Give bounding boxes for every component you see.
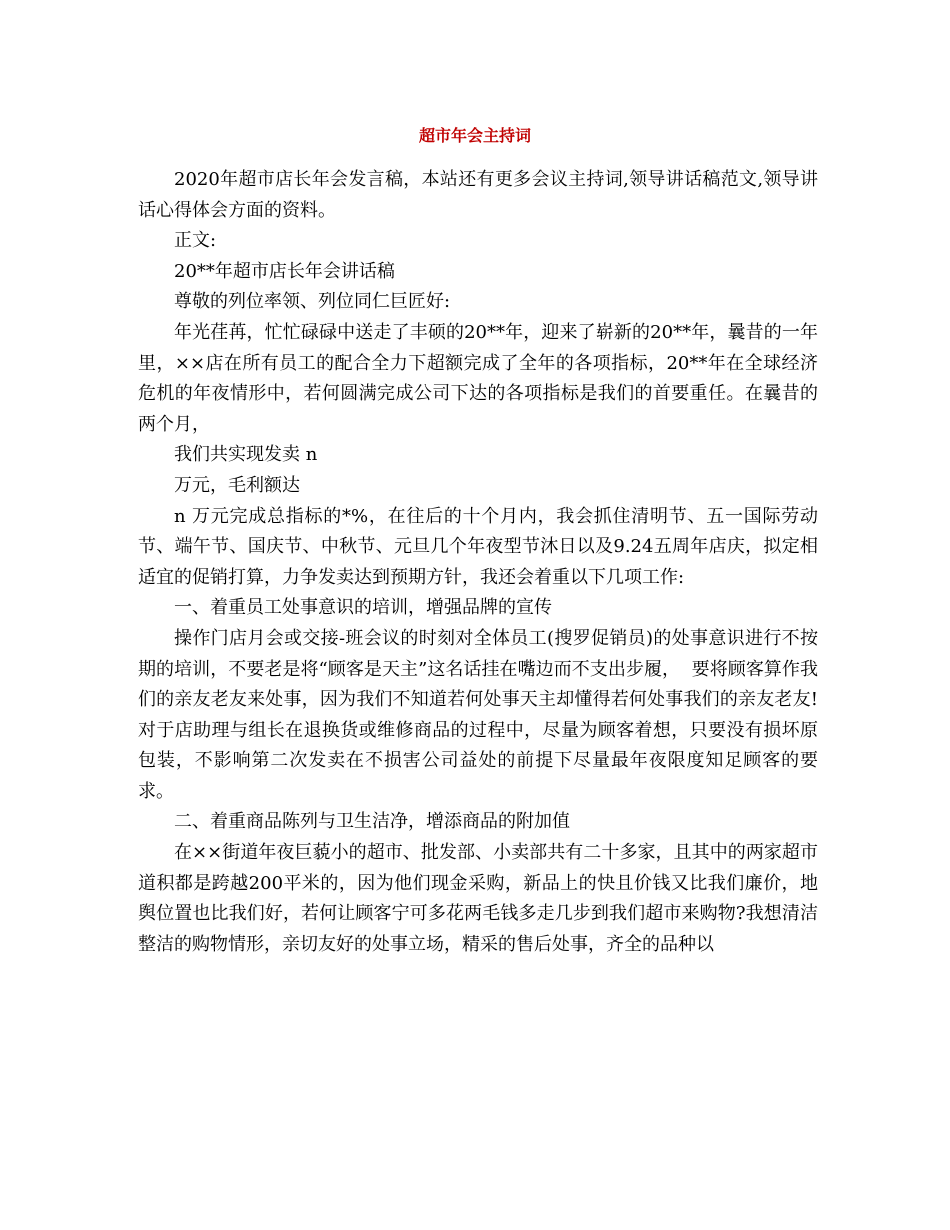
paragraph: 年光荏苒，忙忙碌碌中送走了丰硕的20**年，迎来了崭新的20**年，曩昔的一年里，××店在所有员工的配合全力下超额完成了全年的各项指标，20**年在全球经济危机的年夜情形中，若何圆满完成公司下达的各项指标是我们的首要重任。在曩昔的两个月， (138, 321, 818, 435)
paragraph: 操作门店月会或交接-班会议的时刻对全体员工(搜罗促销员)的处事意识进行不按期的培训，不要老是将“顾客是天主”这名话挂在嘴边而不支出步履， 要将顾客算作我们的亲友老友来处事，因为我们不知道若何处事天主却懂得若何处事我们的亲友老友!对于店助理与组长在退换货或维修商品的过程中，尽量为顾客着想，只要没有损坏原包装，不影响第二次发卖在不损害公司益处的前提下尽量最年夜限度知足顾客的要求。 (138, 627, 818, 802)
paragraph: 2020年超市店长年会发言稿，本站还有更多会议主持词,领导讲话稿范文,领导讲话心得体会方面的资料。 (138, 169, 818, 221)
paragraph: 20**年超市店长年会讲话稿 (174, 260, 395, 282)
paragraph: 尊敬的列位率领、列位同仁巨匠好: (174, 291, 451, 313)
paragraph: 二、着重商品陈列与卫生洁净，增添商品的附加值 (174, 811, 570, 833)
paragraph: 一、着重员工处事意识的培训，增强品牌的宣传 (174, 597, 552, 619)
paragraph: 在××街道年夜巨藐小的超市、批发部、小卖部共有二十多家，且其中的两家超市道积都是跨越200平米的，因为他们现金采购，新品上的快且价钱又比我们廉价，地舆位置也比我们好，若何让顾客宁可多花两毛钱多走几步到我们超市来购物?我想清洁整洁的购物情形，亲切友好的处事立场，精采的售后处事，齐全的品种以 (138, 842, 818, 955)
paragraph: n 万元完成总指标的*%，在往后的十个月内，我会抓住清明节、五一国际劳动节、端午节、国庆节、中秋节、元旦几个年夜型节沐日以及9.24五周年店庆，拟定相适宜的促销打算，力争发卖达到预期方针，我还会着重以下几项工作: (138, 505, 818, 588)
document-title: 超市年会主持词 (418, 126, 531, 145)
paragraph: 正文: (174, 230, 217, 252)
paragraph: 万元，毛利额达 (174, 474, 300, 496)
document-body (138, 165, 818, 960)
paragraph: 我们共实现发卖 n (174, 444, 318, 466)
